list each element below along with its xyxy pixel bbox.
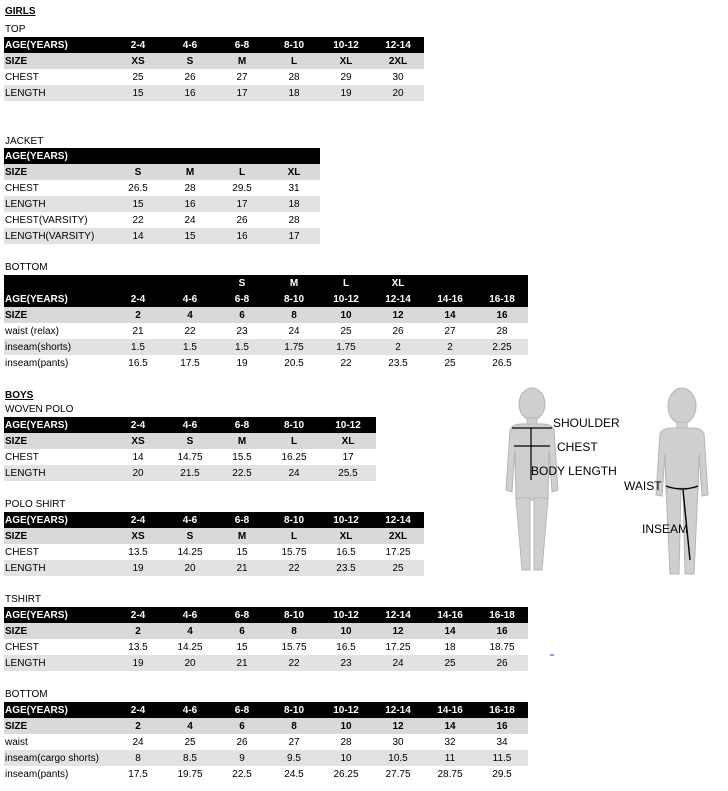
table-cell: 16.5 [112,355,164,371]
table-cell: 13.5 [112,639,164,655]
table-cell: 8 [268,623,320,639]
table-cell: 12 [372,718,424,734]
row-label: SIZE [4,307,112,323]
letter-size-cell: M [268,275,320,291]
age-row [4,37,424,53]
table-cell: 27 [216,69,268,85]
table-cell: 14 [424,718,476,734]
age-cell: 4-6 [164,512,216,528]
waist-label: WAIST [624,479,662,493]
age-label: AGE(YEARS) [4,512,112,528]
letter-size-cell [112,275,164,291]
table-cell: 21 [216,560,268,576]
age-cell: 14-16 [424,607,476,623]
table-cell: M [216,528,268,544]
table-cell: 27 [268,734,320,750]
table-cell: 9 [216,750,268,766]
girls-top-title: TOP [5,24,26,35]
inseam-label: INSEAM [642,522,689,536]
table-cell: XS [112,433,164,449]
table-cell: 24 [112,734,164,750]
table-cell: 26 [216,734,268,750]
table-cell: 22 [112,212,164,228]
row-label: SIZE [4,718,112,734]
table-cell: 29.5 [476,766,528,782]
table-cell: 25 [372,560,424,576]
letter-size-cell [476,275,528,291]
row-label: SIZE [4,623,112,639]
table-cell: 16.5 [320,639,372,655]
table-row [4,655,528,671]
age-cell: 2-4 [112,702,164,718]
table-cell: 2XL [372,528,424,544]
table-cell: S [164,53,216,69]
table-cell: 17.5 [164,355,216,371]
table-cell: 21.5 [164,465,216,481]
size-row [4,528,424,544]
table-cell: 10.5 [372,750,424,766]
table-cell: 21 [112,323,164,339]
table-cell: 2 [372,339,424,355]
table-cell: 2 [424,339,476,355]
age-cell: 10-12 [320,702,372,718]
table-cell: 14 [112,228,164,244]
table-cell: 20 [112,465,164,481]
age-cell: 6-8 [216,291,268,307]
size-row [4,53,424,69]
age-cell: 2-4 [112,291,164,307]
age-row [4,702,528,718]
age-cell: 16-18 [476,291,528,307]
letter-size-cell: XL [372,275,424,291]
table-cell: 26 [164,69,216,85]
table-row [4,544,424,560]
table-cell: 10 [320,750,372,766]
table-cell: 14 [424,623,476,639]
table-cell: 25 [320,323,372,339]
letter-size-cell: L [320,275,372,291]
table-cell: 23 [320,655,372,671]
table-cell: 16 [216,228,268,244]
age-label: AGE(YEARS) [4,417,112,433]
row-label: inseam(pants) [4,766,112,782]
table-cell: 14 [424,307,476,323]
age-row [4,417,376,433]
boys-woven-polo-table [4,417,376,481]
age-cell: 12-14 [372,702,424,718]
table-cell: L [268,433,320,449]
row-label: CHEST [4,69,112,85]
age-cell: 2-4 [112,512,164,528]
table-cell: 1.75 [268,339,320,355]
table-cell: 28 [268,69,320,85]
age-label: AGE(YEARS) [4,37,112,53]
table-cell: 27 [424,323,476,339]
row-label: CHEST [4,180,112,196]
child-upper-body-figure [500,380,580,580]
table-cell: 2 [112,307,164,323]
table-cell: 11.5 [476,750,528,766]
table-cell: 19 [112,560,164,576]
table-cell: 23.5 [320,560,372,576]
table-cell: L [268,53,320,69]
age-label: AGE(YEARS) [4,291,112,307]
girls-jacket-title: JACKET [5,136,44,147]
age-cell: 12-14 [372,512,424,528]
table-cell: 22 [268,560,320,576]
age-cell: 8-10 [268,291,320,307]
table-row [4,449,376,465]
boys-polo-shirt-table [4,512,424,576]
table-cell: 8.5 [164,750,216,766]
age-cell: 16-18 [476,702,528,718]
age-row [4,512,424,528]
table-row [4,750,528,766]
table-row [4,560,424,576]
table-cell: 26 [476,655,528,671]
table-cell: 19 [320,85,372,101]
table-cell: 15.75 [268,544,320,560]
table-cell: 2XL [372,53,424,69]
girls-heading: GIRLS [5,6,36,17]
row-label: LENGTH [4,85,112,101]
table-cell: 14.25 [164,544,216,560]
boys-heading: BOYS [5,390,34,401]
table-cell: 22 [320,355,372,371]
table-cell: 25.5 [320,465,376,481]
boys-tshirt-table [4,607,528,671]
row-label: inseam(shorts) [4,339,112,355]
table-cell: 26.5 [476,355,528,371]
table-cell: 14.75 [164,449,216,465]
boys-woven-polo-title: WOVEN POLO [5,404,74,415]
row-label: LENGTH [4,196,112,212]
table-cell: 32 [424,734,476,750]
table-cell: 1.5 [112,339,164,355]
age-cell: 14-16 [424,291,476,307]
age-cell: 4-6 [164,37,216,53]
table-cell: 16 [476,307,528,323]
row-label: waist (relax) [4,323,112,339]
letter-size-row [4,275,528,291]
table-cell: L [216,164,268,180]
age-cell: 12-14 [372,607,424,623]
girls-bottom-title: BOTTOM [5,262,48,273]
table-cell: 25 [424,355,476,371]
table-cell: 25 [112,69,164,85]
size-row [4,164,320,180]
age-cell: 10-12 [320,607,372,623]
table-cell: 17.25 [372,639,424,655]
table-cell: 8 [268,718,320,734]
table-cell: 4 [164,718,216,734]
table-cell: 12 [372,307,424,323]
age-cell: 4-6 [164,702,216,718]
age-cell: 2-4 [112,607,164,623]
table-cell: 18.75 [476,639,528,655]
table-cell: 22 [268,655,320,671]
size-row [4,307,528,323]
body-length-label: BODY LENGTH [531,464,617,478]
row-label: waist [4,734,112,750]
table-row [4,639,528,655]
table-row [4,212,320,228]
table-row [4,196,320,212]
table-cell: 17 [268,228,320,244]
table-cell: 31 [268,180,320,196]
table-cell: 16 [164,196,216,212]
table-cell: 15 [112,85,164,101]
table-cell: 28 [320,734,372,750]
table-cell: S [164,433,216,449]
table-cell: 2.25 [476,339,528,355]
row-label: LENGTH [4,655,112,671]
table-cell: L [268,528,320,544]
table-cell: 26.25 [320,766,372,782]
table-cell: 6 [216,718,268,734]
table-row [4,85,424,101]
table-cell: 19 [112,655,164,671]
table-cell: 28 [476,323,528,339]
table-cell: 15 [216,544,268,560]
table-cell: 28 [164,180,216,196]
size-row [4,623,528,639]
age-label: AGE(YEARS) [4,702,112,718]
table-cell: 8 [112,750,164,766]
age-label: AGE(YEARS) [4,607,112,623]
table-cell: 34 [476,734,528,750]
row-label: CHEST [4,544,112,560]
age-cell: 4-6 [164,417,216,433]
table-cell: 17 [216,85,268,101]
table-cell: 16.5 [320,544,372,560]
table-cell: 28 [268,212,320,228]
table-cell: 20.5 [268,355,320,371]
table-cell: 22.5 [216,465,268,481]
table-cell: 24 [372,655,424,671]
table-row [4,465,376,481]
row-label: LENGTH [4,560,112,576]
table-cell: 22.5 [216,766,268,782]
table-cell: 19.75 [164,766,216,782]
table-cell: 15 [164,228,216,244]
table-cell: M [216,53,268,69]
table-cell: 2 [112,623,164,639]
table-cell: 8 [268,307,320,323]
row-label: CHEST(VARSITY) [4,212,112,228]
table-cell: 24 [164,212,216,228]
table-cell: 28.75 [424,766,476,782]
table-cell: 15 [112,196,164,212]
age-cell: 8-10 [268,702,320,718]
size-row [4,433,376,449]
table-cell: 10 [320,623,372,639]
table-cell: 24.5 [268,766,320,782]
row-label: SIZE [4,164,112,180]
age-cell: 10-12 [320,417,376,433]
shoulder-label: SHOULDER [553,416,620,430]
table-cell: 20 [372,85,424,101]
table-cell: 29.5 [216,180,268,196]
table-cell: 13.5 [112,544,164,560]
table-cell: 12 [372,623,424,639]
table-cell: 26.5 [112,180,164,196]
table-cell: 16.25 [268,449,320,465]
table-row [4,323,528,339]
table-cell: 1.5 [216,339,268,355]
table-cell: 4 [164,623,216,639]
table-row [4,766,528,782]
age-cell: 8-10 [268,607,320,623]
table-cell: 1.5 [164,339,216,355]
age-cell: 10-12 [320,291,372,307]
girls-bottom-table [4,275,528,371]
table-cell: 10 [320,718,372,734]
table-cell: 25 [164,734,216,750]
table-cell: 10 [320,307,372,323]
table-cell: 19 [216,355,268,371]
table-cell: M [164,164,216,180]
table-cell: 14.25 [164,639,216,655]
boys-tshirt-title: TSHIRT [5,594,41,605]
age-cell: 8-10 [268,37,320,53]
table-cell: 21 [216,655,268,671]
age-cell: 2-4 [112,37,164,53]
stray-mark [550,654,554,656]
table-cell: 17.25 [372,544,424,560]
table-cell: 15 [216,639,268,655]
table-cell: 23.5 [372,355,424,371]
age-cell: 4-6 [164,607,216,623]
table-cell: 18 [268,196,320,212]
age-cell: 14-16 [424,702,476,718]
table-cell: 17.5 [112,766,164,782]
table-cell: 16 [476,623,528,639]
table-cell: 24 [268,465,320,481]
table-cell: 18 [268,85,320,101]
table-cell: 27.75 [372,766,424,782]
age-cell: 4-6 [164,291,216,307]
table-row [4,228,320,244]
table-row [4,734,528,750]
age-cell: 10-12 [320,512,372,528]
girls-top-table [4,37,424,101]
age-cell: 2-4 [112,417,164,433]
table-cell: 30 [372,734,424,750]
table-cell: XS [112,528,164,544]
age-row [4,607,528,623]
age-cell: 8-10 [268,512,320,528]
age-cell: 6-8 [216,417,268,433]
row-label: SIZE [4,53,112,69]
size-row [4,718,528,734]
table-cell: 20 [164,560,216,576]
boys-bottom-table [4,702,528,782]
table-cell: XL [320,433,376,449]
table-cell: XS [112,53,164,69]
table-cell: 2 [112,718,164,734]
age-row [4,291,528,307]
table-cell: 6 [216,307,268,323]
table-cell: 9.5 [268,750,320,766]
age-cell: 6-8 [216,702,268,718]
table-cell: S [164,528,216,544]
table-cell: S [112,164,164,180]
age-label: AGE(YEARS) [4,148,112,164]
table-cell: 18 [424,639,476,655]
age-cell: 10-12 [320,37,372,53]
table-cell: 16 [476,718,528,734]
age-cell: 16-18 [476,607,528,623]
table-cell: 17 [320,449,376,465]
row-label: SIZE [4,528,112,544]
table-cell: M [216,433,268,449]
row-label: CHEST [4,449,112,465]
table-cell: 20 [164,655,216,671]
table-cell: 26 [372,323,424,339]
age-cell: 8-10 [268,417,320,433]
table-row [4,180,320,196]
table-cell: 15.5 [216,449,268,465]
row-label: LENGTH [4,465,112,481]
letter-size-cell: S [216,275,268,291]
age-cell: 12-14 [372,291,424,307]
boys-polo-shirt-title: POLO SHIRT [5,499,66,510]
letter-size-cell [164,275,216,291]
girls-jacket-table [4,148,320,244]
table-cell: 24 [268,323,320,339]
row-label: LENGTH(VARSITY) [4,228,112,244]
table-row [4,69,424,85]
table-cell: 29 [320,69,372,85]
table-cell: 17 [216,196,268,212]
row-label: inseam(cargo shorts) [4,750,112,766]
table-cell: XL [268,164,320,180]
age-cell: 12-14 [372,37,424,53]
row-label: CHEST [4,639,112,655]
chest-label: CHEST [557,440,598,454]
age-cell: 6-8 [216,607,268,623]
row-label: inseam(pants) [4,355,112,371]
letter-size-cell [424,275,476,291]
table-cell: 23 [216,323,268,339]
table-cell: 16 [164,85,216,101]
table-row [4,339,528,355]
table-cell: 26 [216,212,268,228]
table-row [4,355,528,371]
table-cell: XL [320,53,372,69]
table-cell: 22 [164,323,216,339]
table-cell: 14 [112,449,164,465]
age-cell: 6-8 [216,512,268,528]
table-cell: 11 [424,750,476,766]
table-cell: 15.75 [268,639,320,655]
age-cell: 6-8 [216,37,268,53]
table-cell: 4 [164,307,216,323]
table-cell: 6 [216,623,268,639]
boys-bottom-title: BOTTOM [5,689,48,700]
table-cell: 25 [424,655,476,671]
row-label: SIZE [4,433,112,449]
table-cell: XL [320,528,372,544]
table-cell: 1.75 [320,339,372,355]
age-row [4,148,320,164]
table-cell: 30 [372,69,424,85]
